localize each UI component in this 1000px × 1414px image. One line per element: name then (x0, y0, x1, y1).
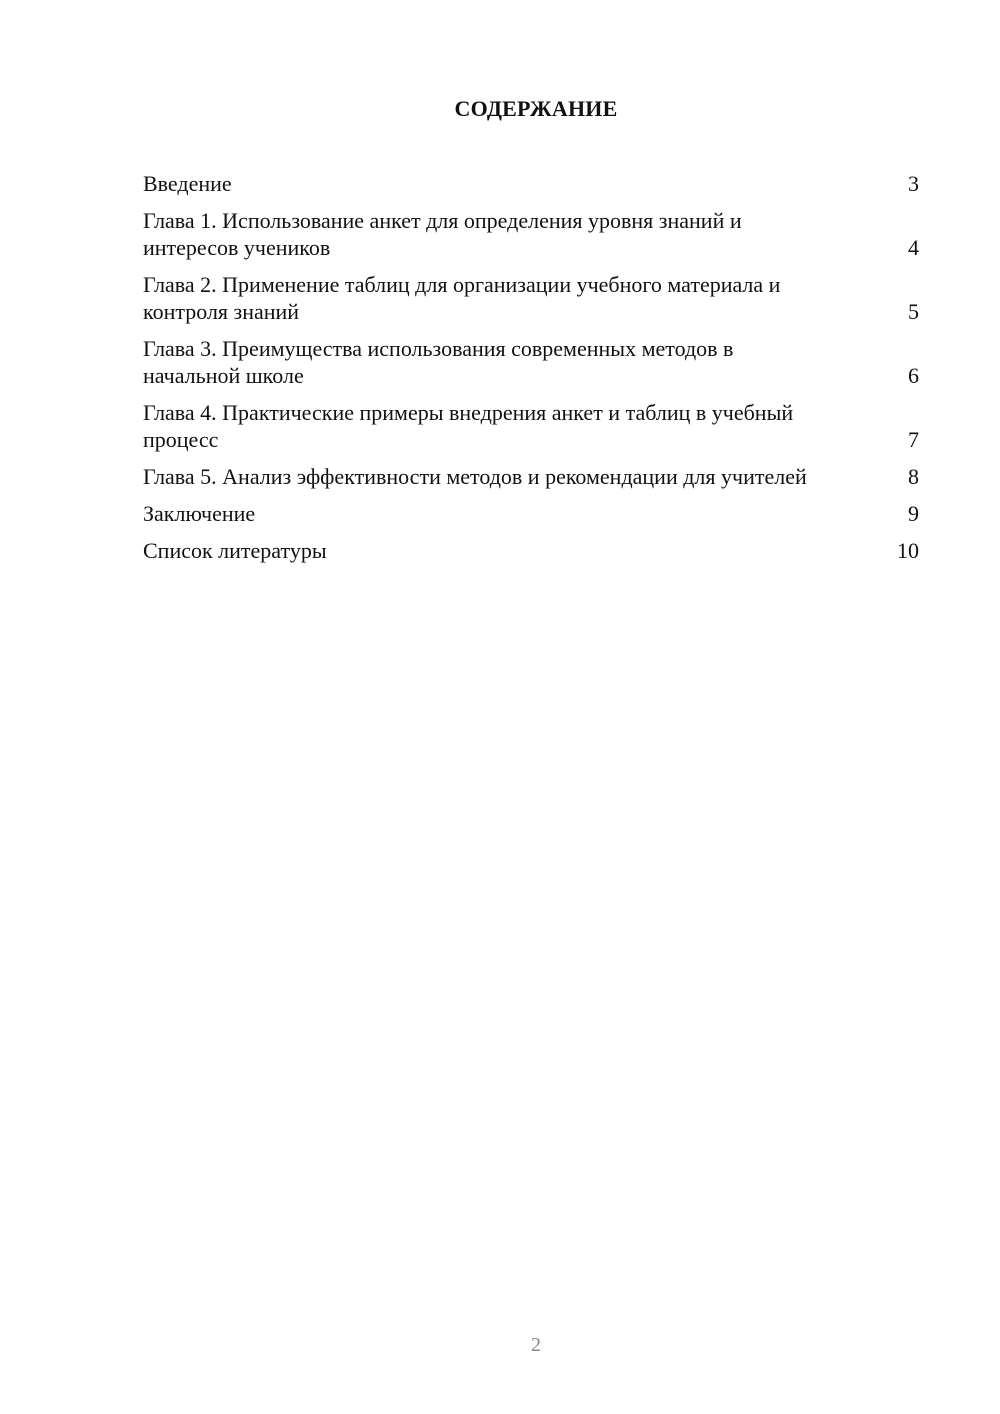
toc-entry-page: 6 (908, 363, 919, 388)
toc-entry-chapter-5[interactable] (143, 463, 919, 490)
toc-entry-label: Введение (143, 171, 232, 196)
page-title: СОДЕРЖАНИЕ (454, 96, 618, 121)
toc-entry-page: 8 (908, 464, 919, 489)
toc-entry-label: Глава 2. Применение таблиц для организации учебного материала и контроля знаний (143, 272, 781, 324)
toc-entry-page: 9 (908, 501, 919, 526)
toc-entry-label: Глава 1. Использование анкет для определения уровня знаний и интересов учеников (143, 208, 742, 260)
toc-entry-chapter-2[interactable] (143, 271, 919, 325)
toc-entry-label: Список литературы (143, 538, 327, 563)
toc-entry-chapter-4[interactable] (143, 399, 919, 453)
toc-entry-references[interactable] (143, 537, 919, 564)
toc-entry-label: Глава 5. Анализ эффективности методов и рекомендации для учителей (143, 464, 807, 489)
toc-entry-label: Глава 3. Преимущества использования современных методов в начальной школе (143, 336, 734, 388)
page-number: 2 (531, 1334, 541, 1356)
toc-entry-introduction[interactable] (143, 170, 919, 197)
table-of-contents (143, 170, 919, 574)
toc-entry-page: 5 (908, 299, 919, 324)
toc-entry-chapter-3[interactable] (143, 335, 919, 389)
toc-entry-page: 3 (908, 171, 919, 196)
toc-entry-page: 10 (897, 538, 919, 563)
toc-entry-page: 7 (908, 427, 919, 452)
toc-entry-label: Заключение (143, 501, 256, 526)
toc-entry-label: Глава 4. Практические примеры внедрения анкет и таблиц в учебный процесс (143, 400, 794, 452)
toc-entry-conclusion[interactable] (143, 500, 919, 527)
toc-entry-page: 4 (908, 235, 919, 260)
toc-entry-chapter-1[interactable] (143, 207, 919, 261)
